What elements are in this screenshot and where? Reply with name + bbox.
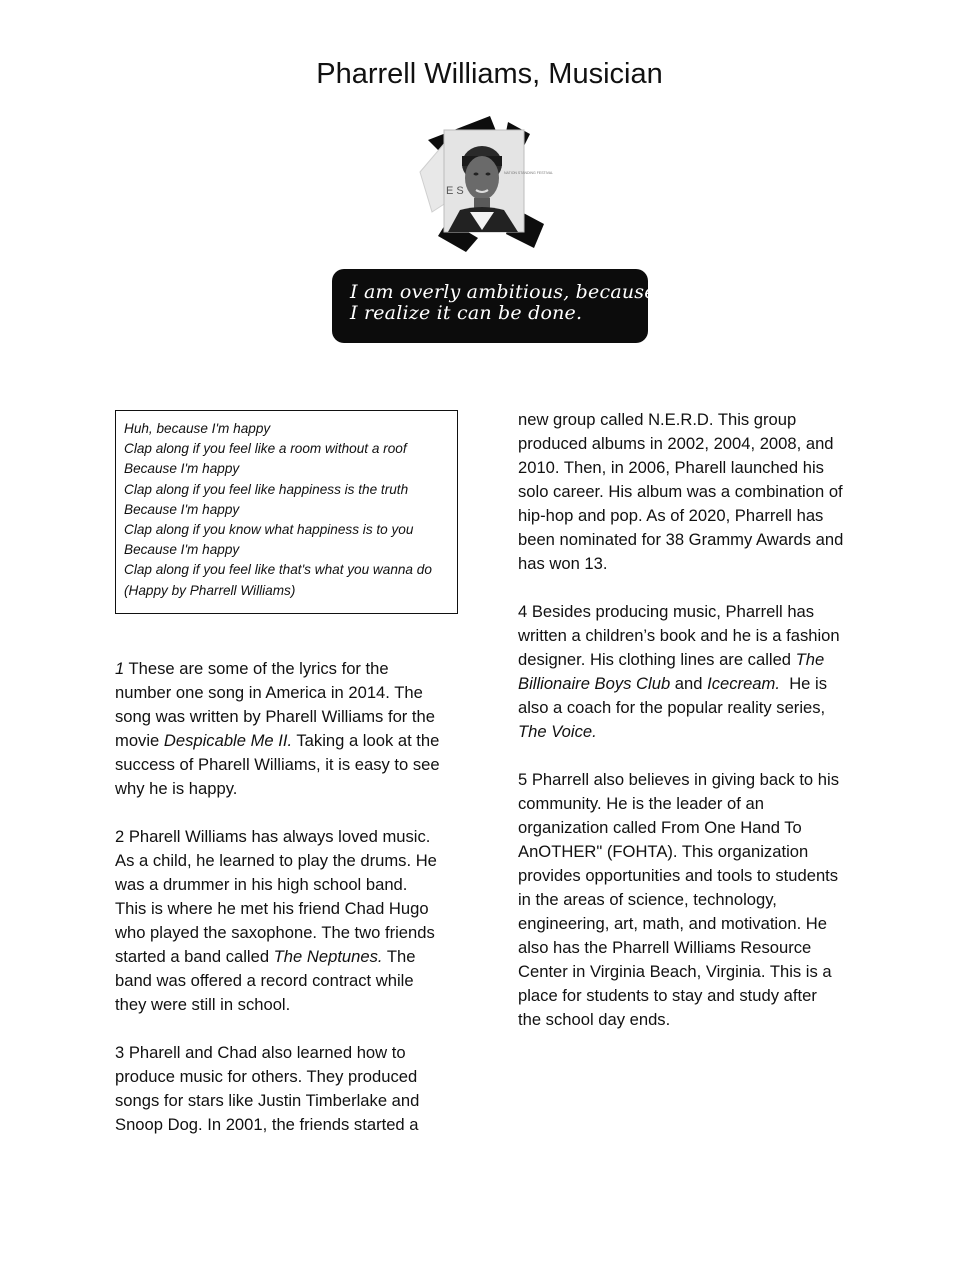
movie-title: Despicable Me II.	[163, 731, 293, 750]
paragraph-3	[115, 1041, 465, 1137]
text-line: in the areas of science, technology,	[518, 890, 777, 909]
paragraph-5	[518, 768, 868, 1032]
brand-name: The	[795, 650, 825, 669]
text-line: number one song in America in 2014. The	[115, 683, 423, 702]
text-line: designer. His clothing lines are called	[518, 650, 796, 669]
left-column	[115, 657, 465, 1161]
text-line: AnOTHER" (FOHTA). This organization	[518, 842, 809, 861]
text-line: who played the saxophone. The two friends	[115, 923, 435, 942]
text-line: has won 13.	[518, 554, 608, 573]
quote-line-2: I realize it can be done.	[350, 302, 583, 324]
text-line: This is where he met his friend Chad Hugo	[115, 899, 429, 918]
lyrics-line: Clap along if you feel like that's what you wanna do	[124, 562, 432, 578]
text-line: started a band called	[115, 947, 274, 966]
text-line: and	[670, 674, 708, 693]
quote-line-1: I am overly ambitious, because	[350, 281, 656, 303]
text-line: success of Pharell Williams, it is easy to see	[115, 755, 440, 774]
show-title: The Voice.	[518, 722, 597, 741]
text-line: the school day ends.	[518, 1010, 671, 1029]
text-line: written a children’s book and he is a fashion	[518, 626, 840, 645]
text-line: was a drummer in his high school band.	[115, 875, 408, 894]
text-line: also has the Pharrell Williams Resource	[518, 938, 812, 957]
brand-name: Billionaire Boys Club	[518, 674, 671, 693]
lyrics-credit: (Happy by Pharrell Williams)	[124, 582, 296, 598]
text-line: new group called N.E.R.D. This group	[518, 410, 797, 429]
text-line: why he is happy.	[115, 779, 238, 798]
lyrics-line: Clap along if you feel like happiness is the truth	[124, 481, 409, 497]
text-line: 2 Pharell Williams has always loved music.	[115, 827, 431, 846]
paragraph-2	[115, 825, 465, 1017]
text-line: The	[382, 947, 416, 966]
text-line: song was written by Pharell Williams for the	[115, 707, 436, 726]
text-line: Taking a look at the	[292, 731, 440, 750]
lyrics-line: Clap along if you feel like a room without a roof	[124, 441, 407, 457]
paragraph-3-continued	[518, 408, 868, 576]
text-line: He is	[779, 674, 827, 693]
paragraph-number: 1	[115, 659, 125, 678]
text-line: 5 Pharrell also believes in giving back to his	[518, 770, 839, 789]
band-name: The Neptunes.	[273, 947, 383, 966]
text-line: songs for stars like Justin Timberlake and	[115, 1091, 420, 1110]
text-line: 3 Pharell and Chad also learned how to	[115, 1043, 406, 1062]
text-line: solo career. His album was a combination of	[518, 482, 843, 501]
text-line: produce music for others. They produced	[115, 1067, 418, 1086]
lyrics-box	[115, 410, 458, 614]
pharrell-photo	[418, 112, 554, 252]
text-line: 4 Besides producing music, Pharrell has	[518, 602, 815, 621]
quote-banner	[332, 269, 656, 343]
text-line: These are some of the lyrics for the	[124, 659, 389, 678]
lyrics-line: Because I'm happy	[124, 461, 240, 477]
text-line: organization called From One Hand To	[518, 818, 802, 837]
text-line: Snoop Dog. In 2001, the friends started a	[115, 1115, 419, 1134]
text-line: 2010. Then, in 2006, Pharell launched his	[518, 458, 824, 477]
brand-name: Icecream.	[707, 674, 780, 693]
lyrics-line: Huh, because I'm happy	[124, 421, 271, 436]
backdrop-text-right: NATION STANDING FESTIVAL	[504, 171, 554, 175]
text-line: produced albums in 2002, 2004, 2008, and	[518, 434, 834, 453]
lyrics-line: Because I'm happy	[124, 501, 240, 517]
paragraph-1	[115, 657, 465, 801]
text-line: engineering, art, math, and motivation. He	[518, 914, 828, 933]
text-line: hip-hop and pop. As of 2020, Pharrell has	[518, 506, 824, 525]
lyrics-line: Clap along if you know what happiness is to you	[124, 522, 414, 538]
right-column	[518, 408, 868, 1056]
paragraph-4	[518, 600, 868, 744]
text-line: community. He is the leader of an	[518, 794, 764, 813]
text-line: As a child, he learned to play the drums. He	[115, 851, 437, 870]
text-line: band was offered a record contract while	[115, 971, 414, 990]
text-line: movie	[115, 731, 164, 750]
text-line: also a coach for the popular reality series,	[518, 698, 826, 717]
text-line: place for students to stay and study after	[518, 986, 817, 1005]
text-line: been nominated for 38 Grammy Awards and	[518, 530, 844, 549]
text-line: Center in Virginia Beach, Virginia. This is a	[518, 962, 832, 981]
page-title: Pharrell Williams, Musician	[316, 58, 663, 90]
text-line: provides opportunities and tools to students	[518, 866, 839, 885]
backdrop-text-left: E S	[446, 185, 464, 197]
lyrics-line: Because I'm happy	[124, 542, 240, 558]
text-line: they were still in school.	[115, 995, 291, 1014]
